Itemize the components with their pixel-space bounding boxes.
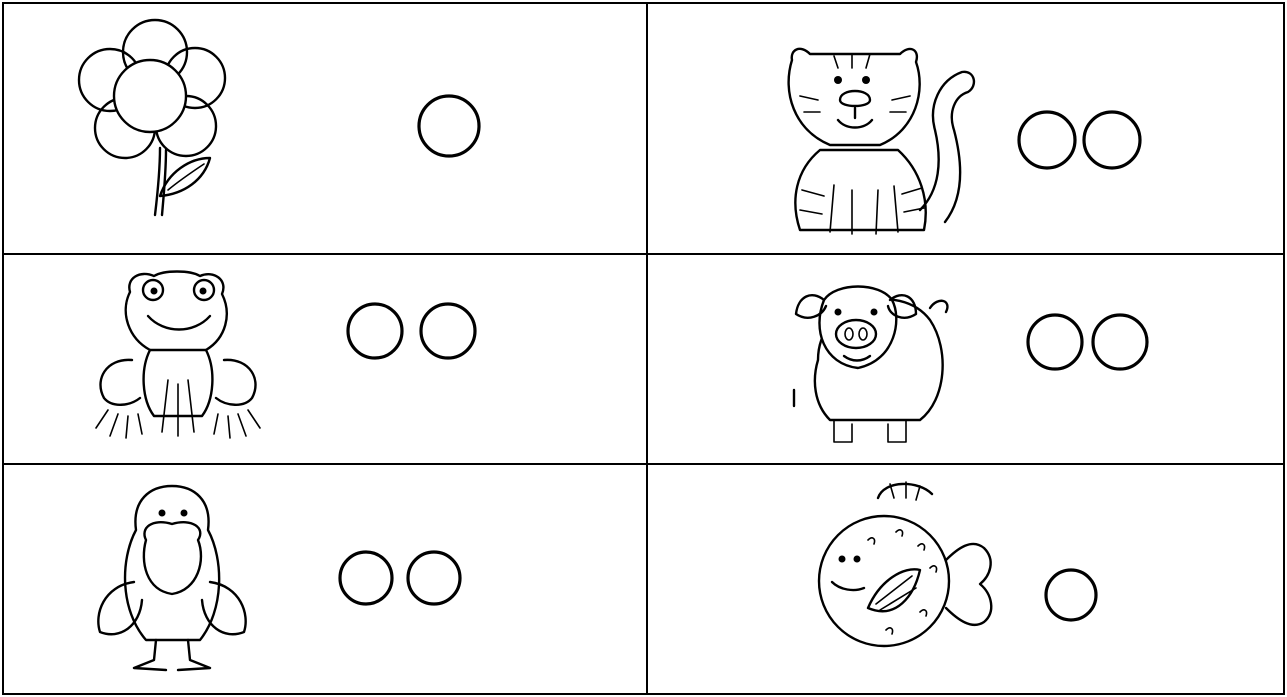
syllable-circle — [408, 552, 460, 604]
cell-tiger — [789, 49, 1140, 234]
pig-icon — [794, 287, 947, 443]
cell-duck — [98, 486, 460, 670]
cell-frog — [96, 272, 475, 439]
cell-fish — [819, 482, 1096, 646]
circle-row — [419, 96, 479, 156]
syllable-circle — [1028, 315, 1082, 369]
cell-flower — [79, 20, 479, 215]
circle-row — [348, 304, 475, 358]
circle-row — [1046, 570, 1096, 620]
syllable-circle — [421, 304, 475, 358]
flower-icon — [79, 20, 225, 215]
circle-row — [340, 552, 460, 604]
syllable-circle — [1046, 570, 1096, 620]
fish-icon — [819, 482, 991, 646]
frog-icon — [96, 272, 260, 439]
cell-pig — [794, 287, 1147, 443]
syllable-circle — [340, 552, 392, 604]
duck-icon — [98, 486, 245, 670]
syllable-circle — [1093, 315, 1147, 369]
syllable-circle — [1019, 112, 1075, 168]
syllable-circle — [419, 96, 479, 156]
tiger-icon — [789, 49, 974, 234]
table-grid — [3, 3, 1284, 694]
syllable-circle — [1084, 112, 1140, 168]
circle-row — [1028, 315, 1147, 369]
circle-row — [1019, 112, 1140, 168]
syllable-circle — [348, 304, 402, 358]
